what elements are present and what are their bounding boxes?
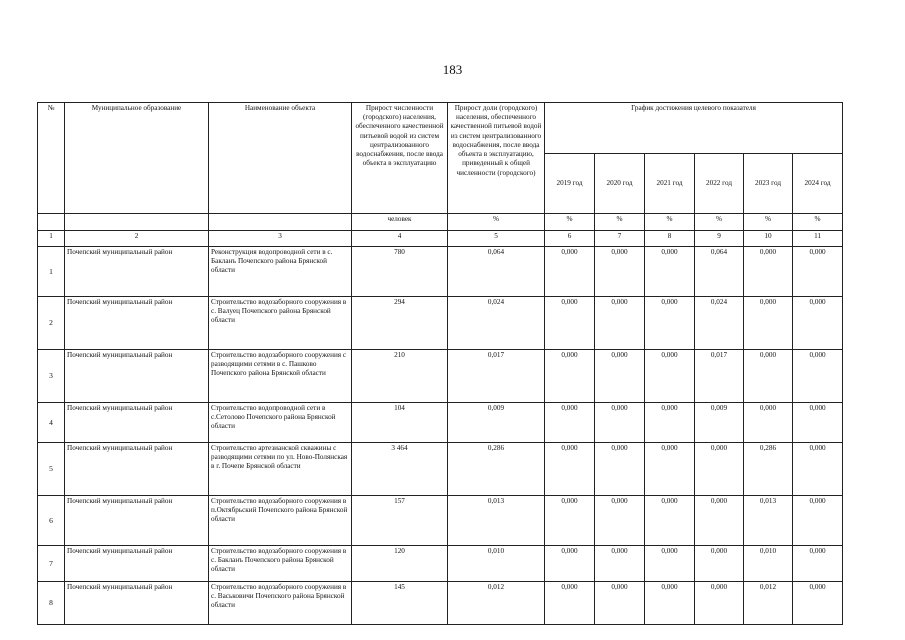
- year-value-cell: 0,000: [645, 403, 695, 443]
- year-value-cell: 0,000: [645, 443, 695, 496]
- year-value-cell: 0,000: [595, 297, 645, 350]
- column-number: 3: [209, 231, 352, 247]
- object-name-cell: Строительство водозаборного сооружения в с. Васьковичи Почепского района Брянской области: [209, 582, 352, 625]
- units-row: [38, 214, 843, 231]
- column-number: 4: [352, 231, 448, 247]
- year-value-cell: 0,000: [793, 247, 843, 297]
- year-value-cell: 0,000: [793, 496, 843, 546]
- year-value-cell: 0,000: [744, 350, 793, 403]
- year-2024: 2024 год: [793, 154, 843, 214]
- year-value-cell: 0,000: [595, 496, 645, 546]
- year-value-cell: 0,000: [744, 247, 793, 297]
- year-value-cell: 0,000: [545, 403, 595, 443]
- object-name-cell: Реконструкция водопроводной сети в с. Бакланъ Почепского района Брянской области: [209, 247, 352, 297]
- unit-percent: %: [744, 214, 793, 231]
- table-body: [38, 247, 843, 625]
- municipality-cell: Почепский муниципальный район: [65, 443, 209, 496]
- object-name-cell: Строительство артезианской скважины с разводящими сетями по ул. Ново-Полянская в г. Почепе Брянской области: [209, 443, 352, 496]
- year-value-cell: 0,000: [595, 350, 645, 403]
- unit-percent: %: [448, 214, 545, 231]
- share-growth-cell: 0,017: [448, 350, 545, 403]
- header-row: [38, 103, 843, 154]
- column-number: 6: [545, 231, 595, 247]
- share-growth-cell: 0,013: [448, 496, 545, 546]
- column-number: 2: [65, 231, 209, 247]
- year-value-cell: 0,017: [695, 350, 744, 403]
- share-growth-cell: 0,010: [448, 546, 545, 582]
- column-numbers-row: [38, 231, 843, 247]
- year-value-cell: 0,000: [645, 297, 695, 350]
- object-name-cell: Строительство водозаборного сооружения в с. Бакланъ Почепского района Брянской области: [209, 546, 352, 582]
- year-value-cell: 0,000: [595, 247, 645, 297]
- share-growth-cell: 0,064: [448, 247, 545, 297]
- population-growth-cell: 145: [352, 582, 448, 625]
- column-number: 8: [645, 231, 695, 247]
- year-value-cell: 0,000: [595, 443, 645, 496]
- share-growth-cell: 0,286: [448, 443, 545, 496]
- row-number: 6: [38, 496, 65, 546]
- year-value-cell: 0,000: [545, 247, 595, 297]
- header-num: №: [38, 103, 65, 214]
- municipality-cell: Почепский муниципальный район: [65, 403, 209, 443]
- year-2023: 2023 год: [744, 154, 793, 214]
- column-number: 5: [448, 231, 545, 247]
- year-value-cell: 0,000: [793, 297, 843, 350]
- year-value-cell: 0,000: [695, 546, 744, 582]
- municipality-cell: Почепский муниципальный район: [65, 546, 209, 582]
- year-value-cell: 0,012: [744, 582, 793, 625]
- table-row: [38, 403, 843, 443]
- row-number: 5: [38, 443, 65, 496]
- year-value-cell: 0,009: [695, 403, 744, 443]
- year-value-cell: 0,000: [645, 546, 695, 582]
- population-growth-cell: 294: [352, 297, 448, 350]
- year-2019: 2019 год: [545, 154, 595, 214]
- table-row: [38, 247, 843, 297]
- unit-percent: %: [595, 214, 645, 231]
- year-value-cell: 0,000: [545, 496, 595, 546]
- year-value-cell: 0,000: [545, 546, 595, 582]
- row-number: 1: [38, 247, 65, 297]
- column-number: 10: [744, 231, 793, 247]
- object-name-cell: Строительство водозаборного сооружения в п.Октябрьский Почепского района Брянской области: [209, 496, 352, 546]
- year-value-cell: 0,000: [645, 582, 695, 625]
- row-number: 7: [38, 546, 65, 582]
- page-number: 183: [442, 62, 463, 77]
- population-growth-cell: 157: [352, 496, 448, 546]
- column-number: 11: [793, 231, 843, 247]
- table-row: [38, 350, 843, 403]
- column-number: 9: [695, 231, 744, 247]
- share-growth-cell: 0,012: [448, 582, 545, 625]
- year-value-cell: 0,000: [545, 350, 595, 403]
- object-name-cell: Строительство водозаборного сооружения в с. Валуец Почепского района Брянской области: [209, 297, 352, 350]
- year-value-cell: 0,024: [695, 297, 744, 350]
- year-value-cell: 0,000: [695, 582, 744, 625]
- year-value-cell: 0,000: [744, 403, 793, 443]
- municipality-cell: Почепский муниципальный район: [65, 297, 209, 350]
- header-schedule: График достижения целевого показателя: [545, 103, 843, 154]
- year-value-cell: 0,000: [793, 546, 843, 582]
- year-value-cell: 0,000: [545, 297, 595, 350]
- column-number: 7: [595, 231, 645, 247]
- year-value-cell: 0,000: [595, 582, 645, 625]
- year-value-cell: 0,000: [793, 582, 843, 625]
- target-indicator-table: [37, 102, 843, 625]
- year-value-cell: 0,000: [645, 350, 695, 403]
- share-growth-cell: 0,009: [448, 403, 545, 443]
- table-row: [38, 546, 843, 582]
- table-row: [38, 582, 843, 625]
- municipality-cell: Почепский муниципальный район: [65, 350, 209, 403]
- year-value-cell: 0,000: [793, 403, 843, 443]
- table-row: [38, 496, 843, 546]
- row-number: 8: [38, 582, 65, 625]
- year-value-cell: 0,000: [645, 247, 695, 297]
- share-growth-cell: 0,024: [448, 297, 545, 350]
- year-2022: 2022 год: [695, 154, 744, 214]
- header-municipality: Муниципальное образование: [65, 103, 209, 214]
- year-value-cell: 0,000: [793, 443, 843, 496]
- year-value-cell: 0,000: [695, 443, 744, 496]
- year-value-cell: 0,000: [645, 496, 695, 546]
- year-value-cell: 0,286: [744, 443, 793, 496]
- table-row: [38, 443, 843, 496]
- year-value-cell: 0,000: [545, 582, 595, 625]
- year-value-cell: 0,000: [744, 297, 793, 350]
- population-growth-cell: 120: [352, 546, 448, 582]
- year-value-cell: 0,000: [595, 403, 645, 443]
- population-growth-cell: 104: [352, 403, 448, 443]
- header-share-growth: Прирост доли (городского) населения, обеспеченного качественной питьевой водой из систем централизованного водоснабжения, после ввода объекта в эксплуатацию, приведенный к общей численности (городского): [448, 103, 545, 214]
- header-population-growth: Прирост численности (городского) населения, обеспеченного качественной питьевой водой из систем централизованного водоснабжения, после ввода объекта в эксплуатацию: [352, 103, 448, 214]
- year-value-cell: 0,000: [793, 350, 843, 403]
- population-growth-cell: 780: [352, 247, 448, 297]
- year-value-cell: 0,010: [744, 546, 793, 582]
- year-value-cell: 0,000: [545, 443, 595, 496]
- unit-percent: %: [695, 214, 744, 231]
- row-number: 2: [38, 297, 65, 350]
- row-number: 3: [38, 350, 65, 403]
- municipality-cell: Почепский муниципальный район: [65, 582, 209, 625]
- population-growth-cell: 210: [352, 350, 448, 403]
- object-name-cell: Строительство водозаборного сооружения с разводящими сетями в с. Пашково Почепского района Брянской области: [209, 350, 352, 403]
- year-value-cell: 0,013: [744, 496, 793, 546]
- unit-percent: %: [793, 214, 843, 231]
- year-2021: 2021 год: [645, 154, 695, 214]
- municipality-cell: Почепский муниципальный район: [65, 247, 209, 297]
- header-object: Наименование объекта: [209, 103, 352, 214]
- population-growth-cell: 3 464: [352, 443, 448, 496]
- row-number: 4: [38, 403, 65, 443]
- table-row: [38, 297, 843, 350]
- unit-percent: %: [545, 214, 595, 231]
- year-2020: 2020 год: [595, 154, 645, 214]
- municipality-cell: Почепский муниципальный район: [65, 496, 209, 546]
- column-number: 1: [38, 231, 65, 247]
- object-name-cell: Строительство водопроводной сети в с.Сетолово Почепского района Брянской области: [209, 403, 352, 443]
- year-value-cell: 0,000: [695, 496, 744, 546]
- year-value-cell: 0,000: [595, 546, 645, 582]
- unit-percent: %: [645, 214, 695, 231]
- year-value-cell: 0,064: [695, 247, 744, 297]
- unit-people: человек: [352, 214, 448, 231]
